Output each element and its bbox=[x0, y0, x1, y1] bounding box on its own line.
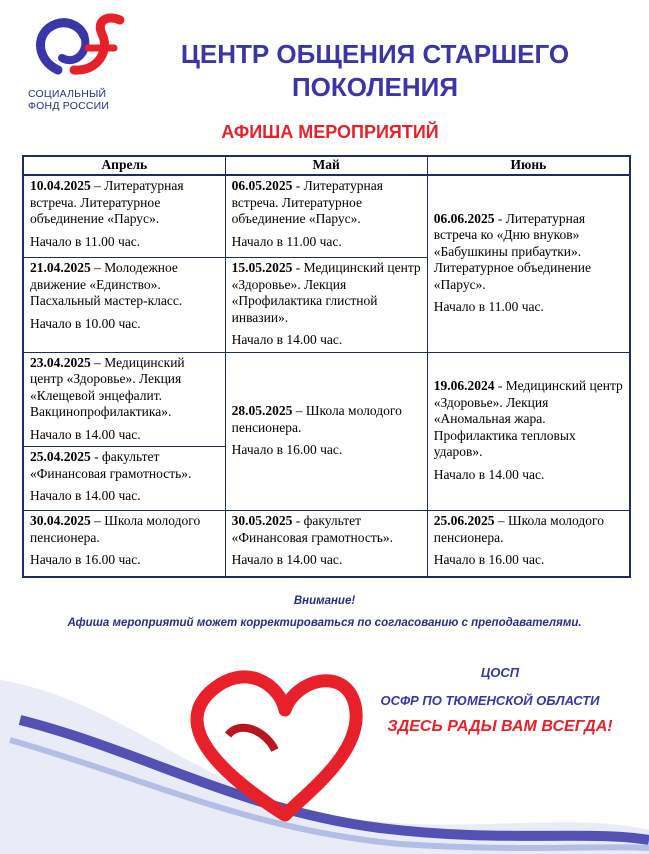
table-header-row bbox=[23, 156, 630, 175]
logo-text bbox=[28, 88, 109, 112]
event-text: факультет «Финансовая грамотность». bbox=[30, 449, 192, 481]
event-time: Начало в 16.00 час. bbox=[433, 552, 545, 567]
event-separator: - bbox=[90, 449, 102, 464]
event-time: Начало в 14.00 час. bbox=[30, 426, 141, 442]
event-date: 15.05.2025 bbox=[231, 260, 293, 275]
page-subtitle: АФИША МЕРОПРИЯТИЙ bbox=[221, 122, 439, 142]
event-date: 23.04.2025 bbox=[30, 354, 91, 370]
event-cell bbox=[23, 447, 225, 511]
event-text: Литературная встреча. Литературное объединение «Парус». bbox=[231, 178, 383, 226]
event-date: 30.04.2025 bbox=[30, 513, 91, 528]
note-text: Афиша мероприятий может корректироваться по согласованию с преподавателями. bbox=[67, 617, 582, 629]
event-text: Медицинский центр «Здоровье». Лекция «Клещевой энцефалит. Вакцинопрофилактика». bbox=[30, 354, 185, 419]
event-separator: – bbox=[90, 178, 105, 193]
event-cell bbox=[427, 511, 630, 578]
event-cell bbox=[23, 258, 225, 353]
event-text: факультет «Финансовая грамотность». bbox=[231, 513, 393, 545]
event-description bbox=[30, 178, 221, 228]
footer-line2: ОСФР ПО ТЮМЕНСКОЙ ОБЛАСТИ bbox=[380, 693, 600, 708]
event-date: 30.05.2025 bbox=[231, 513, 293, 528]
event-time: Начало в 11.00 час. bbox=[30, 233, 141, 249]
event-time: Начало в 16.00 час. bbox=[30, 552, 141, 567]
event-text: Медицинский центр «Здоровье». Лекция «Аномальная жара. Профилактика тепловых ударов». bbox=[433, 378, 623, 460]
event-cell bbox=[225, 175, 427, 258]
event-date: 25.04.2025 bbox=[30, 449, 91, 464]
event-time: Начало в 14.00 час. bbox=[231, 332, 343, 347]
event-text: Медицинский центр «Здоровье». Лекция «Профилактика глистной инвазии». bbox=[231, 260, 421, 325]
event-separator: – bbox=[494, 513, 508, 528]
event-description bbox=[30, 449, 221, 482]
event-separator: – bbox=[90, 354, 105, 370]
event-description bbox=[434, 378, 625, 461]
event-separator: – bbox=[292, 403, 306, 418]
title-line2: ПОКОЛЕНИЯ bbox=[291, 72, 459, 102]
event-description bbox=[434, 513, 625, 546]
sfr-logo bbox=[28, 10, 128, 110]
column-header-may: Май bbox=[225, 156, 427, 175]
event-description bbox=[232, 403, 423, 436]
event-text: Школа молодого пенсионера. bbox=[231, 403, 402, 435]
event-cell bbox=[427, 175, 630, 352]
event-date: 10.04.2025 bbox=[30, 178, 91, 193]
column-header-april: Апрель bbox=[23, 156, 225, 175]
event-description bbox=[232, 513, 423, 546]
event-cell bbox=[225, 511, 427, 578]
event-time: Начало в 11.00 час. bbox=[231, 233, 342, 249]
table-row bbox=[23, 352, 630, 447]
event-separator: - bbox=[292, 260, 304, 275]
event-time: Начало в 14.00 час. bbox=[433, 466, 545, 482]
footer-line1: ЦОСП bbox=[480, 665, 520, 680]
event-time: Начало в 16.00 час. bbox=[231, 442, 343, 457]
event-text: Литературная встреча ко «Дню внуков» «Бабушкины прибаутки». Литературное объединение «Парус». bbox=[433, 210, 591, 292]
event-cell bbox=[225, 258, 427, 353]
schedule-table bbox=[22, 155, 631, 578]
event-text: Школа молодого пенсионера. bbox=[433, 513, 604, 545]
logo-line2: ФОНД РОССИИ bbox=[28, 100, 110, 112]
event-date: 21.04.2025 bbox=[30, 260, 91, 275]
event-cell bbox=[23, 511, 225, 578]
event-separator: – bbox=[90, 513, 105, 528]
footer-slogan: ЗДЕСЬ РАДЫ ВАМ ВСЕГДА! bbox=[387, 718, 613, 735]
column-header-june: Июнь bbox=[427, 156, 630, 175]
logo-line1: СОЦИАЛЬНЫЙ bbox=[28, 88, 107, 100]
event-separator: - bbox=[494, 378, 506, 394]
event-date: 06.06.2025 bbox=[433, 210, 495, 226]
event-time: Начало в 14.00 час. bbox=[231, 552, 343, 567]
event-date: 25.06.2025 bbox=[433, 513, 495, 528]
table-row bbox=[23, 511, 630, 578]
event-text: Молодежное движение «Единство». Пасхальный мастер-класс. bbox=[30, 260, 183, 308]
event-separator: - bbox=[494, 210, 506, 226]
event-time: Начало в 10.00 час. bbox=[30, 315, 141, 331]
event-separator: - bbox=[292, 178, 304, 193]
event-time: Начало в 14.00 час. bbox=[30, 488, 141, 503]
event-cell bbox=[427, 352, 630, 511]
event-description bbox=[232, 260, 423, 326]
event-cell bbox=[225, 352, 427, 511]
event-time: Начало в 11.00 час. bbox=[433, 299, 544, 315]
event-description bbox=[232, 178, 423, 228]
event-cell bbox=[23, 175, 225, 258]
table-row bbox=[23, 175, 630, 258]
sfr-logo-icon bbox=[28, 10, 128, 88]
event-date: 19.06.2024 bbox=[433, 378, 495, 394]
event-description bbox=[434, 211, 625, 294]
event-description bbox=[30, 355, 221, 421]
page-title bbox=[130, 38, 620, 104]
note-title: Внимание! bbox=[293, 595, 356, 607]
event-text: Школа молодого пенсионера. bbox=[30, 513, 201, 545]
event-date: 06.05.2025 bbox=[231, 178, 293, 193]
event-date: 28.05.2025 bbox=[231, 403, 293, 418]
event-description bbox=[30, 260, 221, 310]
event-description bbox=[30, 513, 221, 546]
event-cell bbox=[23, 352, 225, 447]
event-text: Литературная встреча. Литературное объединение «Парус». bbox=[30, 178, 184, 226]
event-separator: - bbox=[292, 513, 304, 528]
event-separator: – bbox=[90, 260, 105, 275]
title-line1: ЦЕНТР ОБЩЕНИЯ СТАРШЕГО bbox=[180, 39, 570, 69]
